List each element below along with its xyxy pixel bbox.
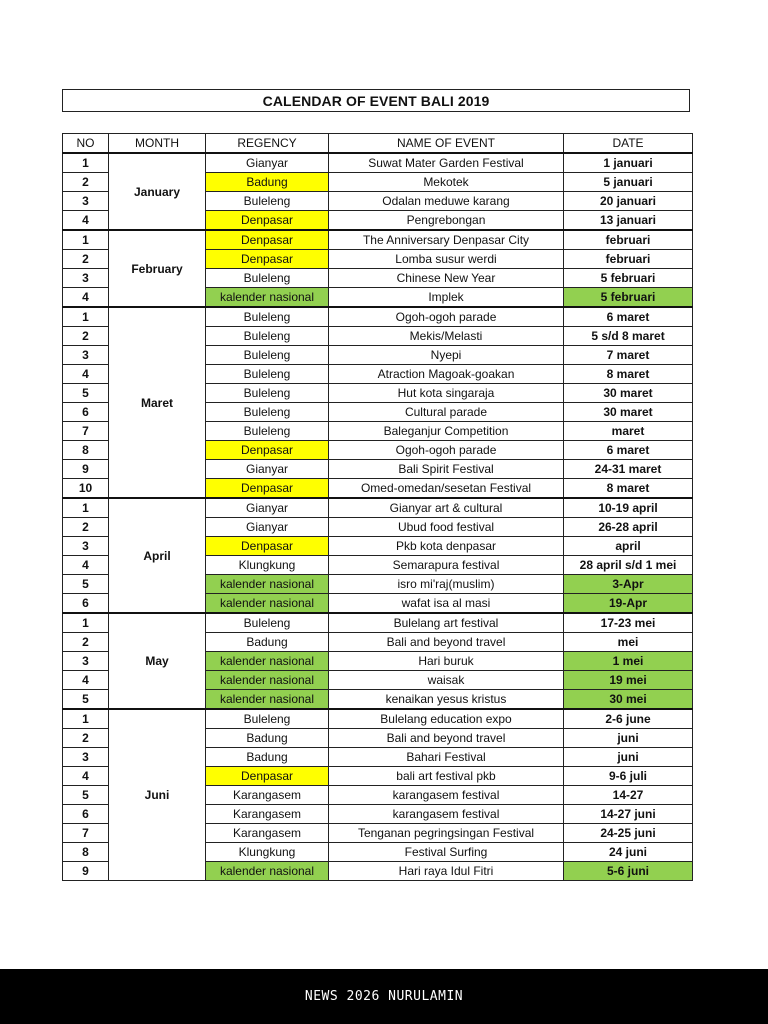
- regency-cell: Gianyar: [206, 153, 329, 173]
- row-number: 2: [63, 250, 109, 269]
- regency-cell: Denpasar: [206, 767, 329, 786]
- regency-cell: Karangasem: [206, 805, 329, 824]
- date-cell: 6 maret: [564, 307, 693, 327]
- regency-cell: Gianyar: [206, 518, 329, 537]
- date-cell: 13 januari: [564, 211, 693, 231]
- row-number: 7: [63, 824, 109, 843]
- date-cell: 10-19 april: [564, 498, 693, 518]
- regency-cell: Gianyar: [206, 498, 329, 518]
- date-cell: 14-27: [564, 786, 693, 805]
- row-number: 1: [63, 307, 109, 327]
- regency-cell: Badung: [206, 729, 329, 748]
- header-regency: REGENCY: [206, 134, 329, 154]
- regency-cell: Gianyar: [206, 460, 329, 479]
- event-name-cell: Bali and beyond travel: [329, 729, 564, 748]
- regency-cell: kalender nasional: [206, 288, 329, 308]
- event-name-cell: Omed-omedan/sesetan Festival: [329, 479, 564, 499]
- row-number: 6: [63, 805, 109, 824]
- event-name-cell: Ubud food festival: [329, 518, 564, 537]
- event-name-cell: Hari raya Idul Fitri: [329, 862, 564, 881]
- row-number: 1: [63, 153, 109, 173]
- date-cell: 5 s/d 8 maret: [564, 327, 693, 346]
- date-cell: 2-6 june: [564, 709, 693, 729]
- event-name-cell: Cultural parade: [329, 403, 564, 422]
- regency-cell: Buleleng: [206, 346, 329, 365]
- date-cell: mei: [564, 633, 693, 652]
- regency-cell: Buleleng: [206, 192, 329, 211]
- date-cell: februari: [564, 230, 693, 250]
- date-cell: 30 mei: [564, 690, 693, 710]
- row-number: 1: [63, 498, 109, 518]
- row-number: 8: [63, 441, 109, 460]
- date-cell: 24-31 maret: [564, 460, 693, 479]
- row-number: 2: [63, 327, 109, 346]
- event-name-cell: Lomba susur werdi: [329, 250, 564, 269]
- event-name-cell: Mekotek: [329, 173, 564, 192]
- header-event: NAME OF EVENT: [329, 134, 564, 154]
- regency-cell: Buleleng: [206, 613, 329, 633]
- event-name-cell: Bulelang education expo: [329, 709, 564, 729]
- regency-cell: Denpasar: [206, 250, 329, 269]
- header-row: [63, 134, 693, 154]
- row-number: 10: [63, 479, 109, 499]
- regency-cell: Buleleng: [206, 269, 329, 288]
- regency-cell: Denpasar: [206, 441, 329, 460]
- row-number: 4: [63, 211, 109, 231]
- table-row: [63, 613, 693, 633]
- date-cell: 5-6 juni: [564, 862, 693, 881]
- event-name-cell: Atraction Magoak-goakan: [329, 365, 564, 384]
- regency-cell: Denpasar: [206, 211, 329, 231]
- row-number: 5: [63, 786, 109, 805]
- header-month: MONTH: [109, 134, 206, 154]
- table-row: [63, 230, 693, 250]
- regency-cell: Buleleng: [206, 365, 329, 384]
- event-name-cell: Ogoh-ogoh parade: [329, 441, 564, 460]
- event-name-cell: Chinese New Year: [329, 269, 564, 288]
- regency-cell: kalender nasional: [206, 575, 329, 594]
- regency-cell: kalender nasional: [206, 862, 329, 881]
- table-row: [63, 307, 693, 327]
- date-cell: 24-25 juni: [564, 824, 693, 843]
- regency-cell: Buleleng: [206, 327, 329, 346]
- regency-cell: Badung: [206, 748, 329, 767]
- regency-cell: Badung: [206, 173, 329, 192]
- event-name-cell: wafat isa al masi: [329, 594, 564, 614]
- row-number: 5: [63, 384, 109, 403]
- table-row: [63, 709, 693, 729]
- regency-cell: kalender nasional: [206, 594, 329, 614]
- date-cell: 30 maret: [564, 403, 693, 422]
- month-cell: Juni: [109, 709, 206, 881]
- row-number: 4: [63, 365, 109, 384]
- event-name-cell: Bahari Festival: [329, 748, 564, 767]
- table-header: [63, 134, 693, 154]
- event-name-cell: karangasem festival: [329, 805, 564, 824]
- date-cell: 3-Apr: [564, 575, 693, 594]
- date-cell: 1 januari: [564, 153, 693, 173]
- table-body: [63, 153, 693, 881]
- events-table: [62, 133, 693, 881]
- date-cell: 5 februari: [564, 269, 693, 288]
- date-cell: 1 mei: [564, 652, 693, 671]
- row-number: 3: [63, 652, 109, 671]
- date-cell: februari: [564, 250, 693, 269]
- date-cell: 8 maret: [564, 365, 693, 384]
- event-name-cell: Implek: [329, 288, 564, 308]
- document-title: CALENDAR OF EVENT BALI 2019: [62, 89, 690, 112]
- header-date: DATE: [564, 134, 693, 154]
- regency-cell: Denpasar: [206, 479, 329, 499]
- date-cell: maret: [564, 422, 693, 441]
- event-name-cell: Semarapura festival: [329, 556, 564, 575]
- date-cell: 8 maret: [564, 479, 693, 499]
- row-number: 4: [63, 671, 109, 690]
- date-cell: juni: [564, 748, 693, 767]
- event-name-cell: The Anniversary Denpasar City: [329, 230, 564, 250]
- date-cell: 9-6 juli: [564, 767, 693, 786]
- date-cell: 26-28 april: [564, 518, 693, 537]
- row-number: 3: [63, 748, 109, 767]
- event-name-cell: kenaikan yesus kristus: [329, 690, 564, 710]
- row-number: 3: [63, 346, 109, 365]
- regency-cell: Karangasem: [206, 786, 329, 805]
- regency-cell: Klungkung: [206, 843, 329, 862]
- row-number: 1: [63, 709, 109, 729]
- regency-cell: Buleleng: [206, 384, 329, 403]
- regency-cell: kalender nasional: [206, 690, 329, 710]
- footer-bar: [0, 969, 768, 1024]
- date-cell: 14-27 juni: [564, 805, 693, 824]
- month-cell: February: [109, 230, 206, 307]
- date-cell: 24 juni: [564, 843, 693, 862]
- event-name-cell: Odalan meduwe karang: [329, 192, 564, 211]
- event-name-cell: Baleganjur Competition: [329, 422, 564, 441]
- event-name-cell: Bali Spirit Festival: [329, 460, 564, 479]
- row-number: 1: [63, 613, 109, 633]
- event-name-cell: Suwat Mater Garden Festival: [329, 153, 564, 173]
- regency-cell: Buleleng: [206, 709, 329, 729]
- event-name-cell: Ogoh-ogoh parade: [329, 307, 564, 327]
- regency-cell: Buleleng: [206, 307, 329, 327]
- event-name-cell: Pkb kota denpasar: [329, 537, 564, 556]
- row-number: 4: [63, 556, 109, 575]
- event-name-cell: Nyepi: [329, 346, 564, 365]
- event-name-cell: Bulelang art festival: [329, 613, 564, 633]
- month-cell: January: [109, 153, 206, 230]
- regency-cell: Buleleng: [206, 403, 329, 422]
- row-number: 3: [63, 192, 109, 211]
- row-number: 6: [63, 403, 109, 422]
- row-number: 9: [63, 862, 109, 881]
- event-name-cell: Tenganan pegringsingan Festival: [329, 824, 564, 843]
- date-cell: 6 maret: [564, 441, 693, 460]
- row-number: 3: [63, 537, 109, 556]
- event-name-cell: Festival Surfing: [329, 843, 564, 862]
- regency-cell: kalender nasional: [206, 652, 329, 671]
- row-number: 7: [63, 422, 109, 441]
- month-cell: Maret: [109, 307, 206, 498]
- month-cell: April: [109, 498, 206, 613]
- row-number: 2: [63, 633, 109, 652]
- date-cell: 20 januari: [564, 192, 693, 211]
- event-name-cell: bali art festival pkb: [329, 767, 564, 786]
- regency-cell: Buleleng: [206, 422, 329, 441]
- event-name-cell: Pengrebongan: [329, 211, 564, 231]
- date-cell: juni: [564, 729, 693, 748]
- date-cell: april: [564, 537, 693, 556]
- header-no: NO: [63, 134, 109, 154]
- row-number: 4: [63, 767, 109, 786]
- date-cell: 17-23 mei: [564, 613, 693, 633]
- event-name-cell: Hari buruk: [329, 652, 564, 671]
- regency-cell: kalender nasional: [206, 671, 329, 690]
- regency-cell: Denpasar: [206, 230, 329, 250]
- event-name-cell: isro mi'raj(muslim): [329, 575, 564, 594]
- row-number: 5: [63, 575, 109, 594]
- event-name-cell: karangasem festival: [329, 786, 564, 805]
- regency-cell: Karangasem: [206, 824, 329, 843]
- table-row: [63, 498, 693, 518]
- date-cell: 5 februari: [564, 288, 693, 308]
- row-number: 6: [63, 594, 109, 614]
- row-number: 5: [63, 690, 109, 710]
- row-number: 1: [63, 230, 109, 250]
- row-number: 2: [63, 729, 109, 748]
- row-number: 9: [63, 460, 109, 479]
- row-number: 4: [63, 288, 109, 308]
- row-number: 8: [63, 843, 109, 862]
- regency-cell: Denpasar: [206, 537, 329, 556]
- footer-text: NEWS 2026 NURULAMIN: [304, 989, 464, 1004]
- event-name-cell: Hut kota singaraja: [329, 384, 564, 403]
- row-number: 2: [63, 173, 109, 192]
- month-cell: May: [109, 613, 206, 709]
- date-cell: 7 maret: [564, 346, 693, 365]
- date-cell: 30 maret: [564, 384, 693, 403]
- row-number: 2: [63, 518, 109, 537]
- table-row: [63, 153, 693, 173]
- row-number: 3: [63, 269, 109, 288]
- regency-cell: Badung: [206, 633, 329, 652]
- event-name-cell: Gianyar art & cultural: [329, 498, 564, 518]
- regency-cell: Klungkung: [206, 556, 329, 575]
- event-name-cell: Bali and beyond travel: [329, 633, 564, 652]
- event-name-cell: Mekis/Melasti: [329, 327, 564, 346]
- date-cell: 19-Apr: [564, 594, 693, 614]
- event-name-cell: waisak: [329, 671, 564, 690]
- date-cell: 28 april s/d 1 mei: [564, 556, 693, 575]
- date-cell: 19 mei: [564, 671, 693, 690]
- date-cell: 5 januari: [564, 173, 693, 192]
